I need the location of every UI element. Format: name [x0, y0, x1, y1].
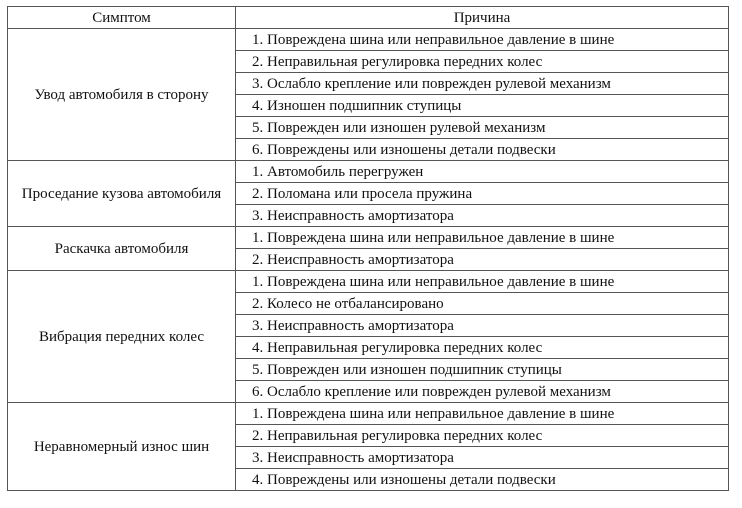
header-row: [8, 7, 729, 29]
table-row: [8, 227, 729, 249]
cause-cell: 3. Неисправность амортизатора: [236, 447, 729, 469]
cause-cell: 2. Неисправность амортизатора: [236, 249, 729, 271]
table-row: [8, 271, 729, 293]
symptom-cell: Увод автомобиля в сторону: [8, 29, 236, 161]
cause-cell: 1. Повреждена шина или неправильное давление в шине: [236, 271, 729, 293]
cause-cell: 2. Поломана или просела пружина: [236, 183, 729, 205]
cause-cell: 1. Повреждена шина или неправильное давление в шине: [236, 227, 729, 249]
table-row: [8, 29, 729, 51]
cause-cell: 4. Неправильная регулировка передних колес: [236, 337, 729, 359]
cause-cell: 3. Ослабло крепление или поврежден рулевой механизм: [236, 73, 729, 95]
cause-cell: 2. Неправильная регулировка передних колес: [236, 51, 729, 73]
cause-cell: 4. Изношен подшипник ступицы: [236, 95, 729, 117]
symptom-cell: Проседание кузова автомобиля: [8, 161, 236, 227]
table-row: [8, 161, 729, 183]
cause-cell: 1. Автомобиль перегружен: [236, 161, 729, 183]
symptom-cell: Вибрация передних колес: [8, 271, 236, 403]
cause-cell: 2. Колесо не отбалансировано: [236, 293, 729, 315]
table-body: [8, 29, 729, 491]
cause-cell: 3. Неисправность амортизатора: [236, 205, 729, 227]
cause-cell: 1. Повреждена шина или неправильное давление в шине: [236, 403, 729, 425]
cause-cell: 4. Повреждены или изношены детали подвески: [236, 469, 729, 491]
cause-cell: 6. Повреждены или изношены детали подвески: [236, 139, 729, 161]
diagnostics-table: [7, 6, 729, 491]
symptom-cell: Неравномерный износ шин: [8, 403, 236, 491]
header-cause: Причина: [236, 7, 729, 29]
cause-cell: 5. Поврежден или изношен подшипник ступицы: [236, 359, 729, 381]
cause-cell: 6. Ослабло крепление или поврежден рулевой механизм: [236, 381, 729, 403]
cause-cell: 5. Поврежден или изношен рулевой механизм: [236, 117, 729, 139]
table-row: [8, 403, 729, 425]
cause-cell: 1. Повреждена шина или неправильное давление в шине: [236, 29, 729, 51]
cause-cell: 3. Неисправность амортизатора: [236, 315, 729, 337]
header-symptom: Симптом: [8, 7, 236, 29]
cause-cell: 2. Неправильная регулировка передних колес: [236, 425, 729, 447]
symptom-cell: Раскачка автомобиля: [8, 227, 236, 271]
